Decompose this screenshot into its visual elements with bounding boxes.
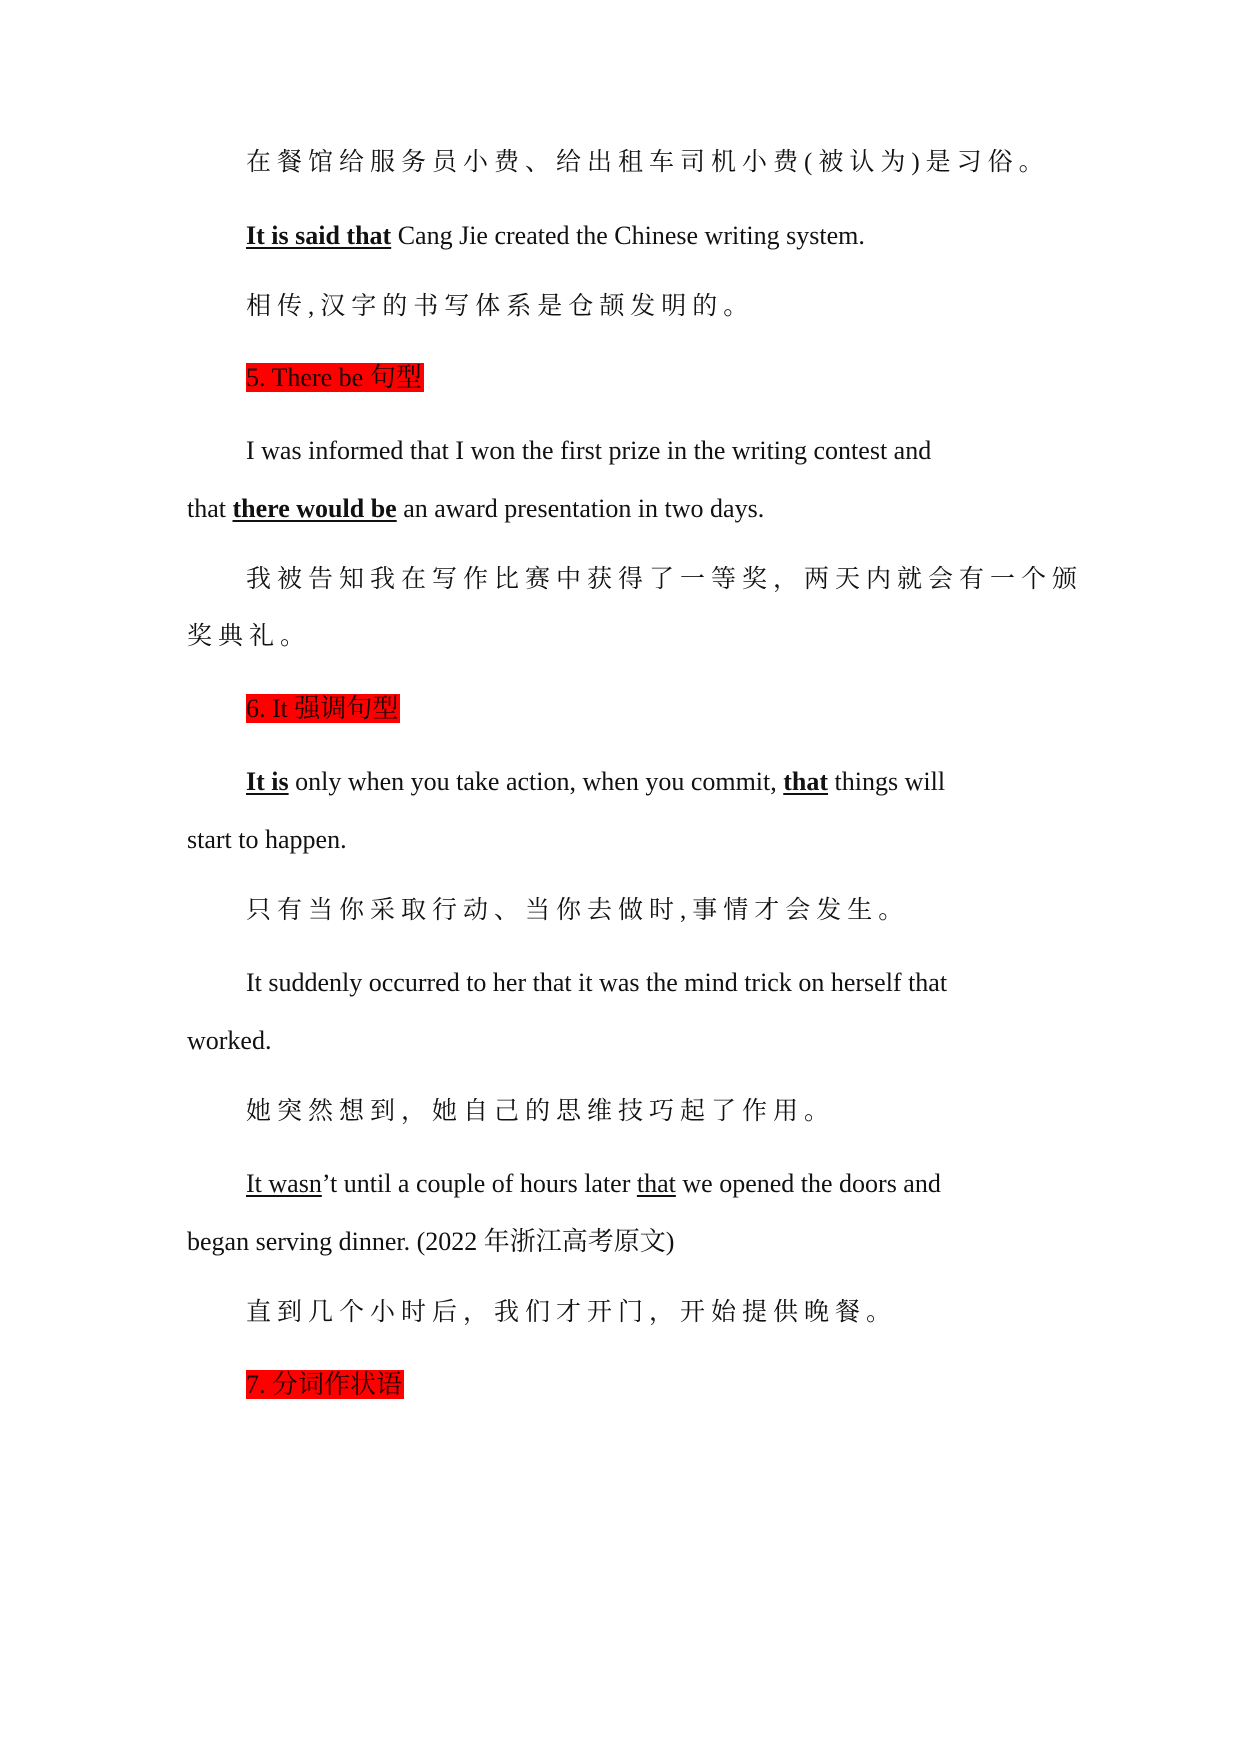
phrase-it-is: It is bbox=[246, 767, 289, 796]
paragraph-chinese-tipping: 在餐馆给服务员小费、给出租车司机小费(被认为)是习俗。 bbox=[246, 149, 1050, 176]
highlighted-heading: 6. It 强调句型 bbox=[246, 694, 399, 723]
section-heading-5 bbox=[246, 361, 424, 395]
paragraph-chinese-action: 只有当你采取行动、当你去做时,事情才会发生。 bbox=[246, 897, 910, 924]
paragraph-it-is-said bbox=[246, 219, 865, 253]
phrase-that: that bbox=[783, 767, 829, 796]
section-heading-6 bbox=[246, 692, 400, 726]
paragraph-informed-line1 bbox=[246, 434, 1046, 468]
paragraph-informed-line2 bbox=[187, 492, 764, 526]
paragraph-it-wasnt-line2: began serving dinner. (2022 年浙江高考原文) bbox=[187, 1227, 675, 1256]
paragraph-chinese-award-line2: 奖典礼。 bbox=[187, 623, 312, 650]
paragraph-chinese-award-line1: 我被告知我在写作比赛中获得了一等奖，两天内就会有一个颁 bbox=[246, 566, 1084, 593]
text-segment: we opened the doors and bbox=[675, 1169, 941, 1198]
text-segment: things will bbox=[828, 767, 946, 796]
highlighted-heading: 5. There be 句型 bbox=[246, 363, 422, 392]
paragraph-chinese-cang-jie: 相传,汉字的书写体系是仓颉发明的。 bbox=[246, 293, 755, 320]
paragraph-it-wasnt-line1 bbox=[246, 1167, 941, 1201]
sentence-rest: Cang Jie created the Chinese writing system. bbox=[391, 221, 865, 250]
text-segment: only when you take action, when you commit, bbox=[288, 767, 784, 796]
paragraph-chinese-mind-trick: 她突然想到，她自己的思维技巧起了作用。 bbox=[246, 1098, 836, 1125]
phrase-it-is-said-that: It is said that bbox=[246, 221, 392, 250]
text-segment: that bbox=[187, 494, 233, 523]
phrase-that: that bbox=[636, 1169, 676, 1198]
paragraph-it-is-only-line1 bbox=[246, 765, 945, 799]
paragraph-occurred-line2: worked. bbox=[187, 1026, 272, 1055]
text-segment: ’t until a couple of hours later bbox=[321, 1169, 637, 1198]
phrase-it-wasn: It wasn bbox=[246, 1169, 322, 1198]
paragraph-chinese-dinner: 直到几个小时后，我们才开门，开始提供晚餐。 bbox=[246, 1299, 898, 1326]
highlighted-heading: 7. 分词作状语 bbox=[246, 1370, 403, 1399]
text-line: I was informed that I won the first prize in the writing contest and bbox=[246, 436, 932, 465]
paragraph-it-is-only-line2: start to happen. bbox=[187, 825, 347, 854]
text-segment: an award presentation in two days. bbox=[396, 494, 765, 523]
paragraph-occurred-line1: It suddenly occurred to her that it was the mind trick on herself that bbox=[246, 968, 948, 997]
section-heading-7 bbox=[246, 1368, 404, 1402]
phrase-there-would-be: there would be bbox=[232, 494, 397, 523]
